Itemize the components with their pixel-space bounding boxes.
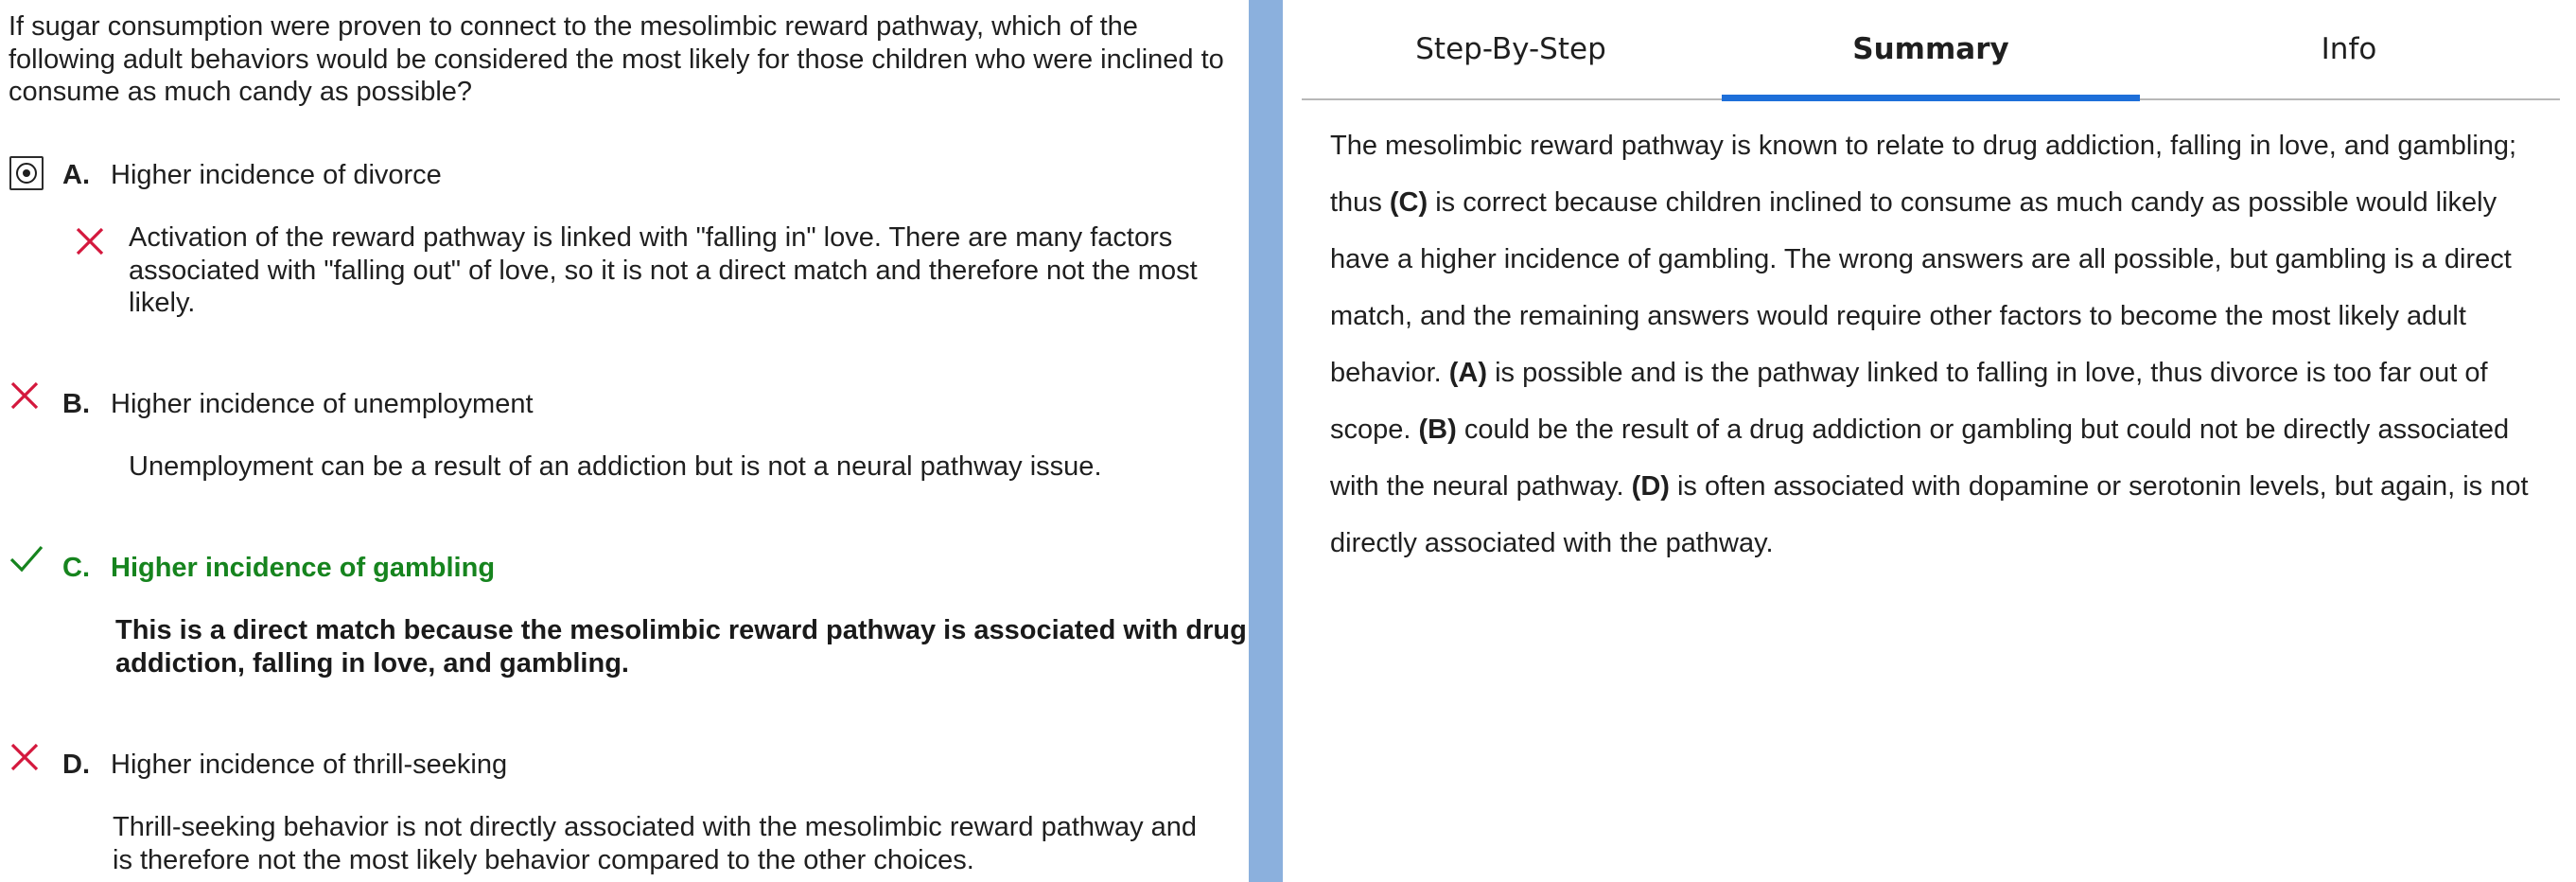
answer-ref-c: (C) bbox=[1389, 187, 1428, 218]
choice-text: Higher incidence of unemployment bbox=[111, 389, 534, 419]
choice-letter: B. bbox=[62, 389, 90, 419]
tab-step-by-step[interactable]: Step-By-Step bbox=[1415, 32, 1606, 66]
answer-ref-a: (A) bbox=[1448, 358, 1488, 388]
choice-c-explanation: This is a direct match because the mesolimbic reward pathway is associated with drug addiction, falling in love, and gambling. bbox=[115, 615, 1247, 679]
question-pane bbox=[0, 0, 1249, 882]
choice-b-explanation: Unemployment can be a result of an addiction but is not a neural pathway issue. bbox=[129, 451, 1102, 482]
choice-c[interactable] bbox=[0, 549, 1230, 587]
active-tab-indicator bbox=[1722, 95, 2140, 101]
pane-divider[interactable] bbox=[1249, 0, 1283, 882]
summary-segment: is often associated with dopamine or serotonin levels, but again, is not directly associated with the pathway. bbox=[1330, 471, 2529, 558]
answer-ref-d: (D) bbox=[1631, 471, 1670, 502]
explanation-tabs bbox=[1302, 0, 2560, 100]
summary-segment: The mesolimbic reward pathway is known to relate to drug addiction, falling in love, and gambling; thus bbox=[1330, 131, 2517, 218]
answer-ref-b: (B) bbox=[1418, 415, 1457, 445]
choice-text: Higher incidence of divorce bbox=[111, 160, 442, 190]
choice-d-explanation: Thrill-seeking behavior is not directly associated with the mesolimbic reward pathway and is therefore not the most likely behavior compared to the other choices. bbox=[113, 812, 1198, 875]
choice-d[interactable] bbox=[0, 746, 1230, 784]
tab-summary-label: Summary bbox=[1852, 32, 2009, 66]
summary-text bbox=[1330, 117, 2550, 572]
choice-text: Higher incidence of thrill-seeking bbox=[111, 750, 508, 780]
summary-segment: could be the result of a drug addiction or gambling but could not be directly associated with the neural pathway. bbox=[1330, 415, 2510, 502]
choice-b[interactable] bbox=[0, 385, 1230, 423]
choice-a[interactable] bbox=[0, 156, 1230, 194]
choice-letter: A. bbox=[62, 160, 90, 190]
choice-letter: C. bbox=[62, 553, 90, 583]
x-icon bbox=[74, 225, 106, 257]
tab-info[interactable]: Info bbox=[2321, 32, 2377, 66]
choice-letter: D. bbox=[62, 750, 90, 780]
summary-segment: is correct because children inclined to consume as much candy as possible would likely have a higher incidence of gambling. The wrong answers are all possible, but gambling is a direct match, and the remaining answers would require other factors to become the most likely adult behavior. bbox=[1330, 187, 2512, 388]
question-stem: If sugar consumption were proven to connect to the mesolimbic reward pathway, which of the following adult behaviors would be considered the most likely for those children who were inclined to consume as much candy as possible? bbox=[9, 11, 1224, 107]
explanation-pane bbox=[1283, 0, 2576, 882]
tab-summary[interactable] bbox=[1722, 0, 2140, 98]
choice-text: Higher incidence of gambling bbox=[111, 553, 496, 583]
summary-segment: is possible and is the pathway linked to falling in love, thus divorce is too far out of scope. bbox=[1330, 358, 2488, 445]
choice-a-explanation: Activation of the reward pathway is linked with "falling in" love. There are many factors associated with "falling out" of love, so it is not a direct match and therefore not the most likely. bbox=[129, 222, 1198, 318]
radio-selected-icon[interactable] bbox=[9, 156, 44, 190]
